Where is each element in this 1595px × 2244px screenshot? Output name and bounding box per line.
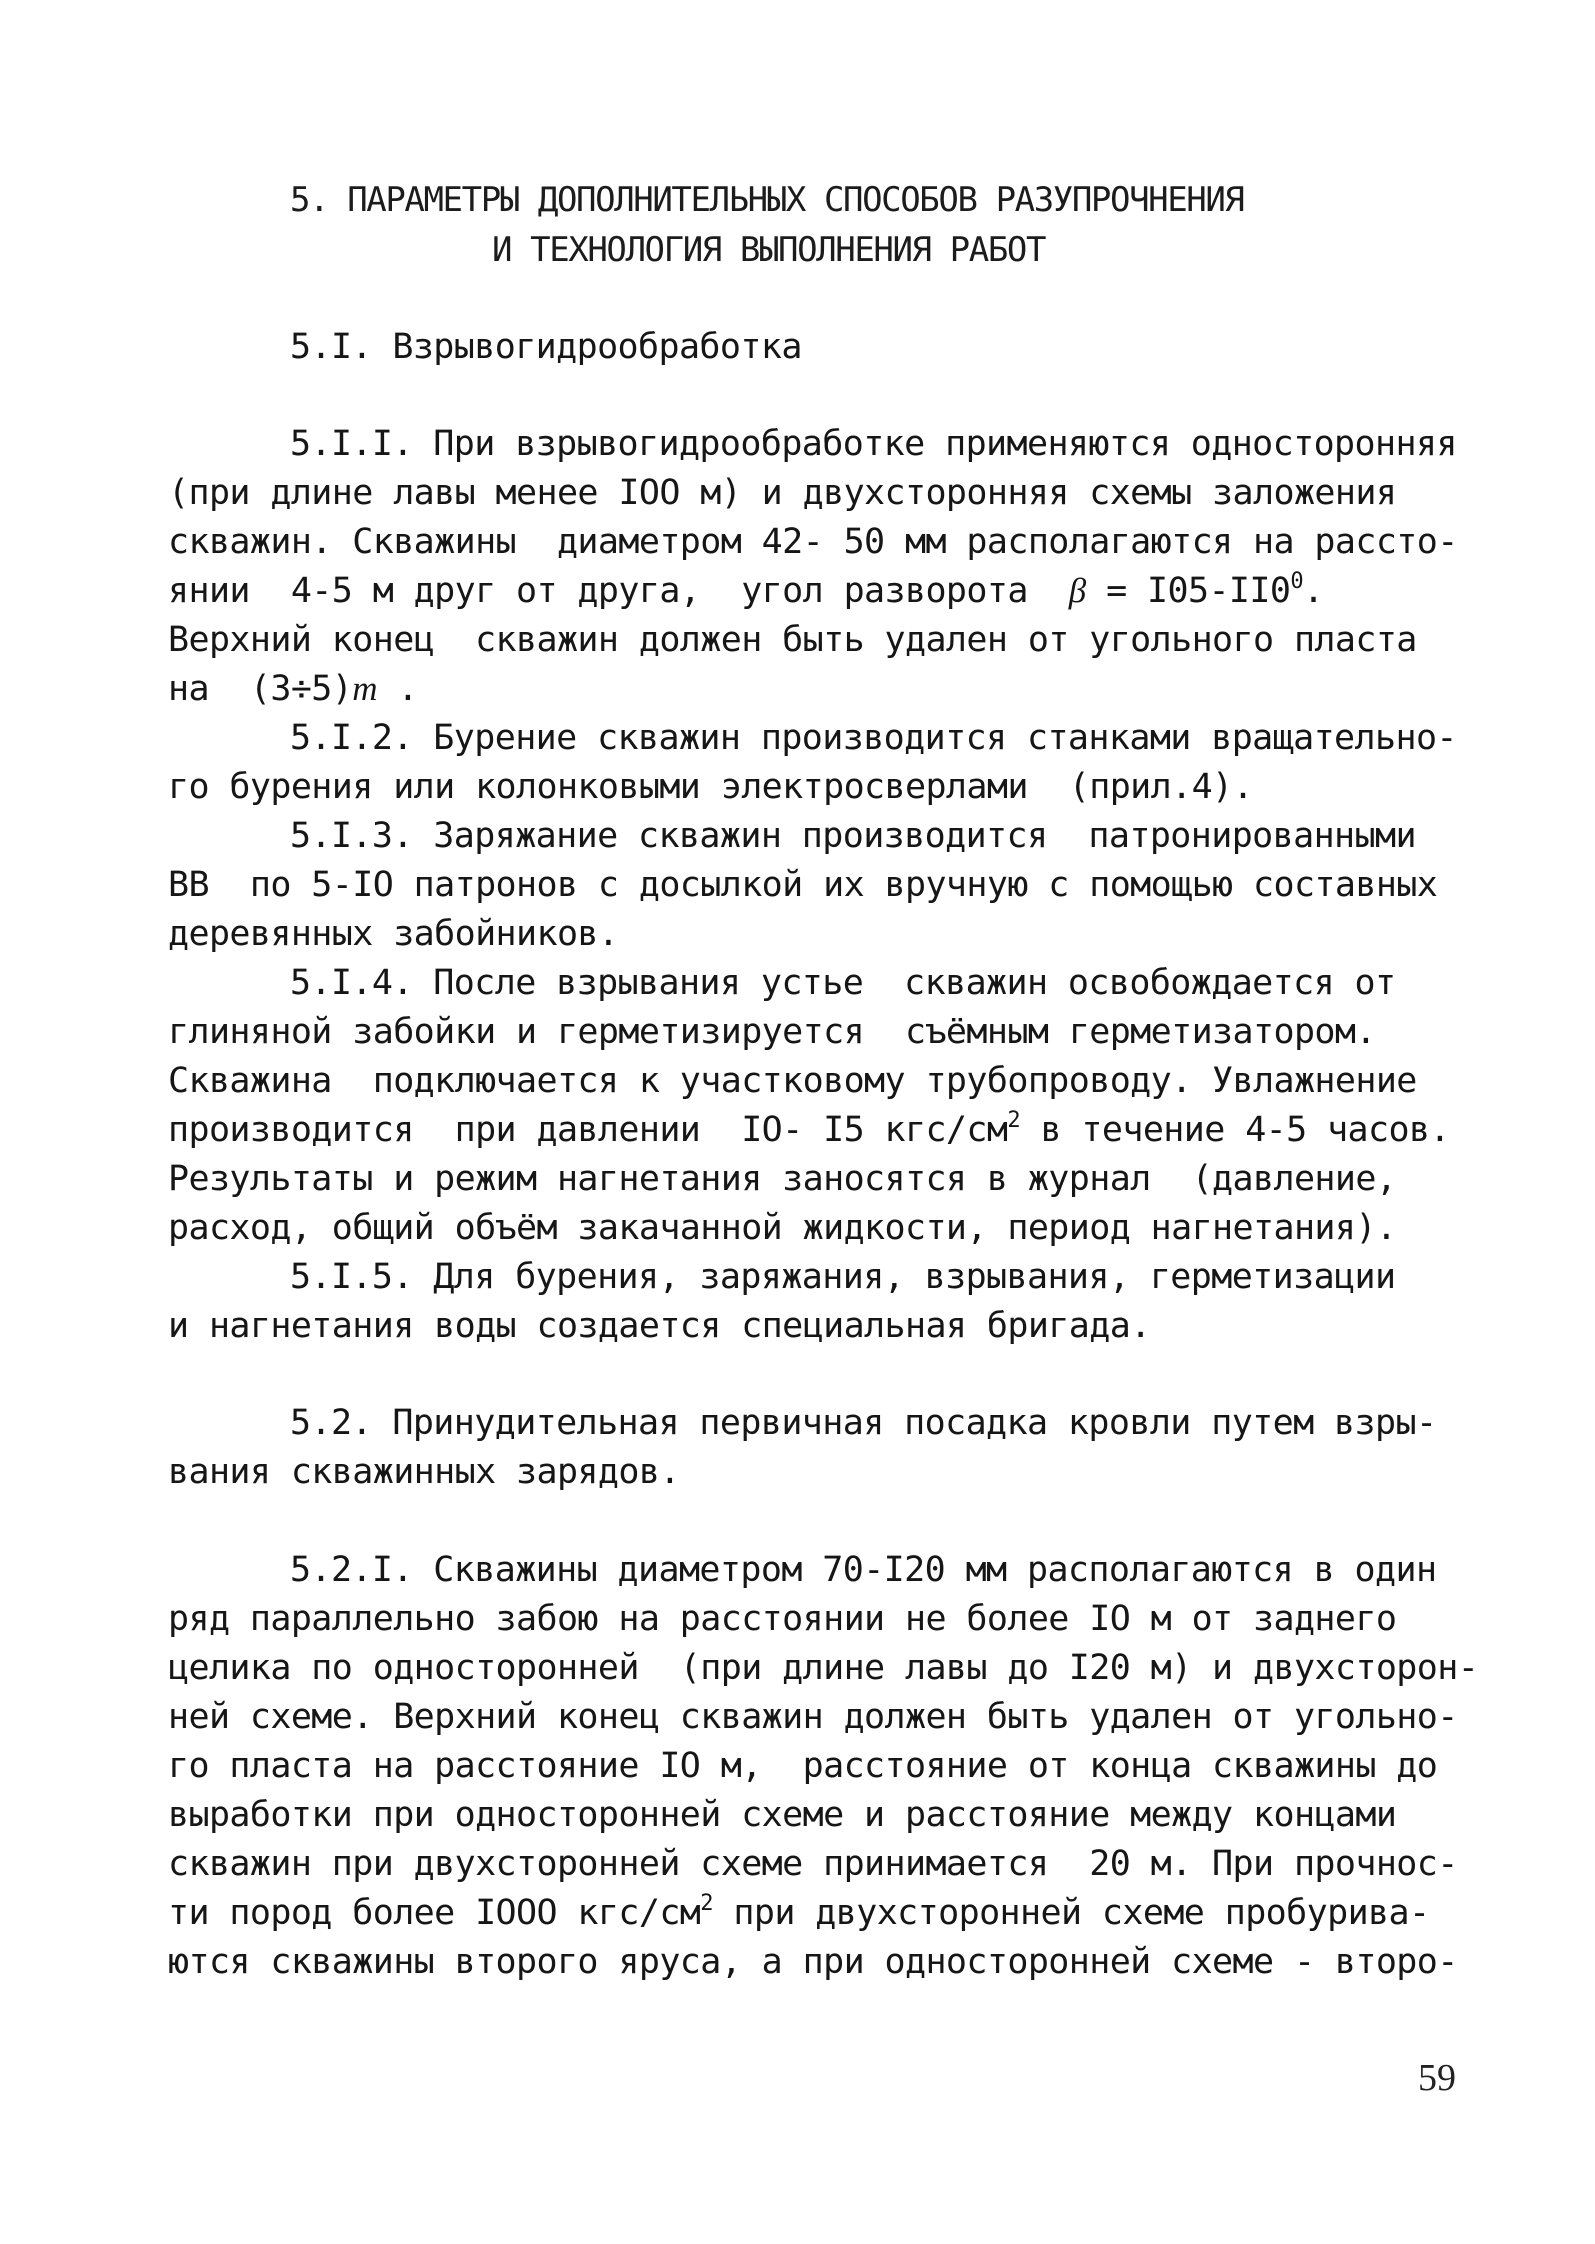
text-segment: ти пород более IOOO кгс/см [168, 1893, 701, 1933]
para-5-2-1-line-3: целика по односторонней (при длине лавы до I20 м) и двухсторон- [168, 1648, 1479, 1688]
para-5-1-3-line-2: ВВ по 5-IO патронов с досылкой их вручную с помощью составных [168, 865, 1438, 905]
para-5-1-2-line-1: 5.I.2. Бурение скважин производится станками вращательно- [290, 718, 1457, 758]
text-segment: в течение 4-5 часов. [1020, 1110, 1450, 1150]
beta-symbol: β [1068, 571, 1086, 610]
text-segment: производится при давлении IO- I5 кгс/см [168, 1110, 1008, 1150]
para-5-1-3-line-3: деревянных забойников. [168, 914, 619, 954]
text-segment: янии 4-5 м друг от друга, угол разворота [168, 571, 1069, 611]
para-5-1-5-line-2: и нагнетания воды создается специальная бригада. [168, 1306, 1151, 1346]
heading-line-2: И ТЕХНОЛОГИЯ ВЫПОЛНЕНИЯ РАБОТ [492, 230, 1046, 270]
para-5-1-3-line-1: 5.I.3. Заряжание скважин производится патронированными [290, 816, 1416, 856]
text-segment: = I05-II0 [1085, 571, 1291, 611]
para-5-1-1-line-2: (при длине лавы менее IOO м) и двухсторонняя схемы заложения [168, 473, 1397, 513]
section-5-2-title-line-2: вания скважинных зарядов. [168, 1452, 680, 1492]
para-5-2-1-line-9: ются скважины второго яруса, а при односторонней схеме - второ- [168, 1942, 1458, 1982]
text-segment: на (3÷5) [168, 669, 353, 709]
para-5-1-4-line-5: Результаты и режим нагнетания заносятся в журнал (давление, [168, 1159, 1397, 1199]
page-number: 59 [1418, 2057, 1456, 2099]
para-5-1-5-line-1: 5.I.5. Для бурения, заряжания, взрывания, герметизации [290, 1257, 1396, 1297]
para-5-2-1-line-8 [168, 1891, 1429, 1935]
degree-superscript: 0 [1290, 569, 1303, 594]
para-5-1-1-line-3: скважин. Скважины диаметром 42- 50 мм располагаются на рассто- [168, 522, 1458, 562]
heading-line-1: 5. ПАРАМЕТРЫ ДОПОЛНИТЕЛЬНЫХ СПОСОБОВ РАЗУПРОЧНЕНИЯ [290, 180, 1244, 220]
para-5-1-4-line-6: расход, общий объём закачанной жидкости, период нагнетания). [168, 1208, 1397, 1248]
para-5-2-1-line-1: 5.2.I. Скважины диаметром 70-I20 мм располагаются в один [290, 1550, 1437, 1590]
text-segment: при двухсторонней схеме пробурива- [712, 1893, 1430, 1933]
para-5-1-2-line-2: го бурения или колонковыми электросверлами (прил.4). [168, 767, 1254, 807]
para-5-1-4-line-2: глиняной забойки и герметизируется съёмным герметизатором. [168, 1012, 1376, 1052]
unit-m: m [352, 669, 377, 708]
para-5-1-4-line-3: Скважина подключается к участковому трубопроводу. Увлажнение [168, 1061, 1417, 1101]
para-5-2-1-line-4: ней схеме. Верхний конец скважин должен быть удален от угольно- [168, 1697, 1458, 1737]
para-5-2-1-line-6: выработки при односторонней схеме и расстояние между концами [168, 1795, 1397, 1835]
para-5-1-1-line-5: Верхний конец скважин должен быть удален от угольного пласта [168, 620, 1417, 660]
squared-superscript: 2 [700, 1891, 713, 1916]
para-5-2-1-line-2: ряд параллельно забою на расстоянии не более IO м от заднего [168, 1599, 1397, 1639]
text-segment: . [1302, 571, 1324, 611]
para-5-1-1-line-4 [168, 569, 1323, 613]
para-5-1-1-line-1: 5.I.I. При взрывогидрообработке применяются односторонняя [290, 424, 1457, 464]
para-5-1-4-line-1: 5.I.4. После взрывания устье скважин освобождается от [290, 963, 1396, 1003]
text-segment: . [376, 669, 418, 709]
para-5-2-1-line-7: скважин при двухсторонней схеме принимается 20 м. При прочнос- [168, 1844, 1458, 1884]
para-5-1-1-line-6 [168, 667, 418, 711]
para-5-2-1-line-5: го пласта на расстояние IO м, расстояние от конца скважины до [168, 1746, 1438, 1786]
section-5-1-title: 5.I. Взрывогидрообработка [290, 327, 802, 367]
squared-superscript: 2 [1007, 1108, 1020, 1133]
para-5-1-4-line-4 [168, 1108, 1450, 1152]
section-5-2-title-line-1: 5.2. Принудительная первичная посадка кровли путем взры- [290, 1403, 1437, 1443]
